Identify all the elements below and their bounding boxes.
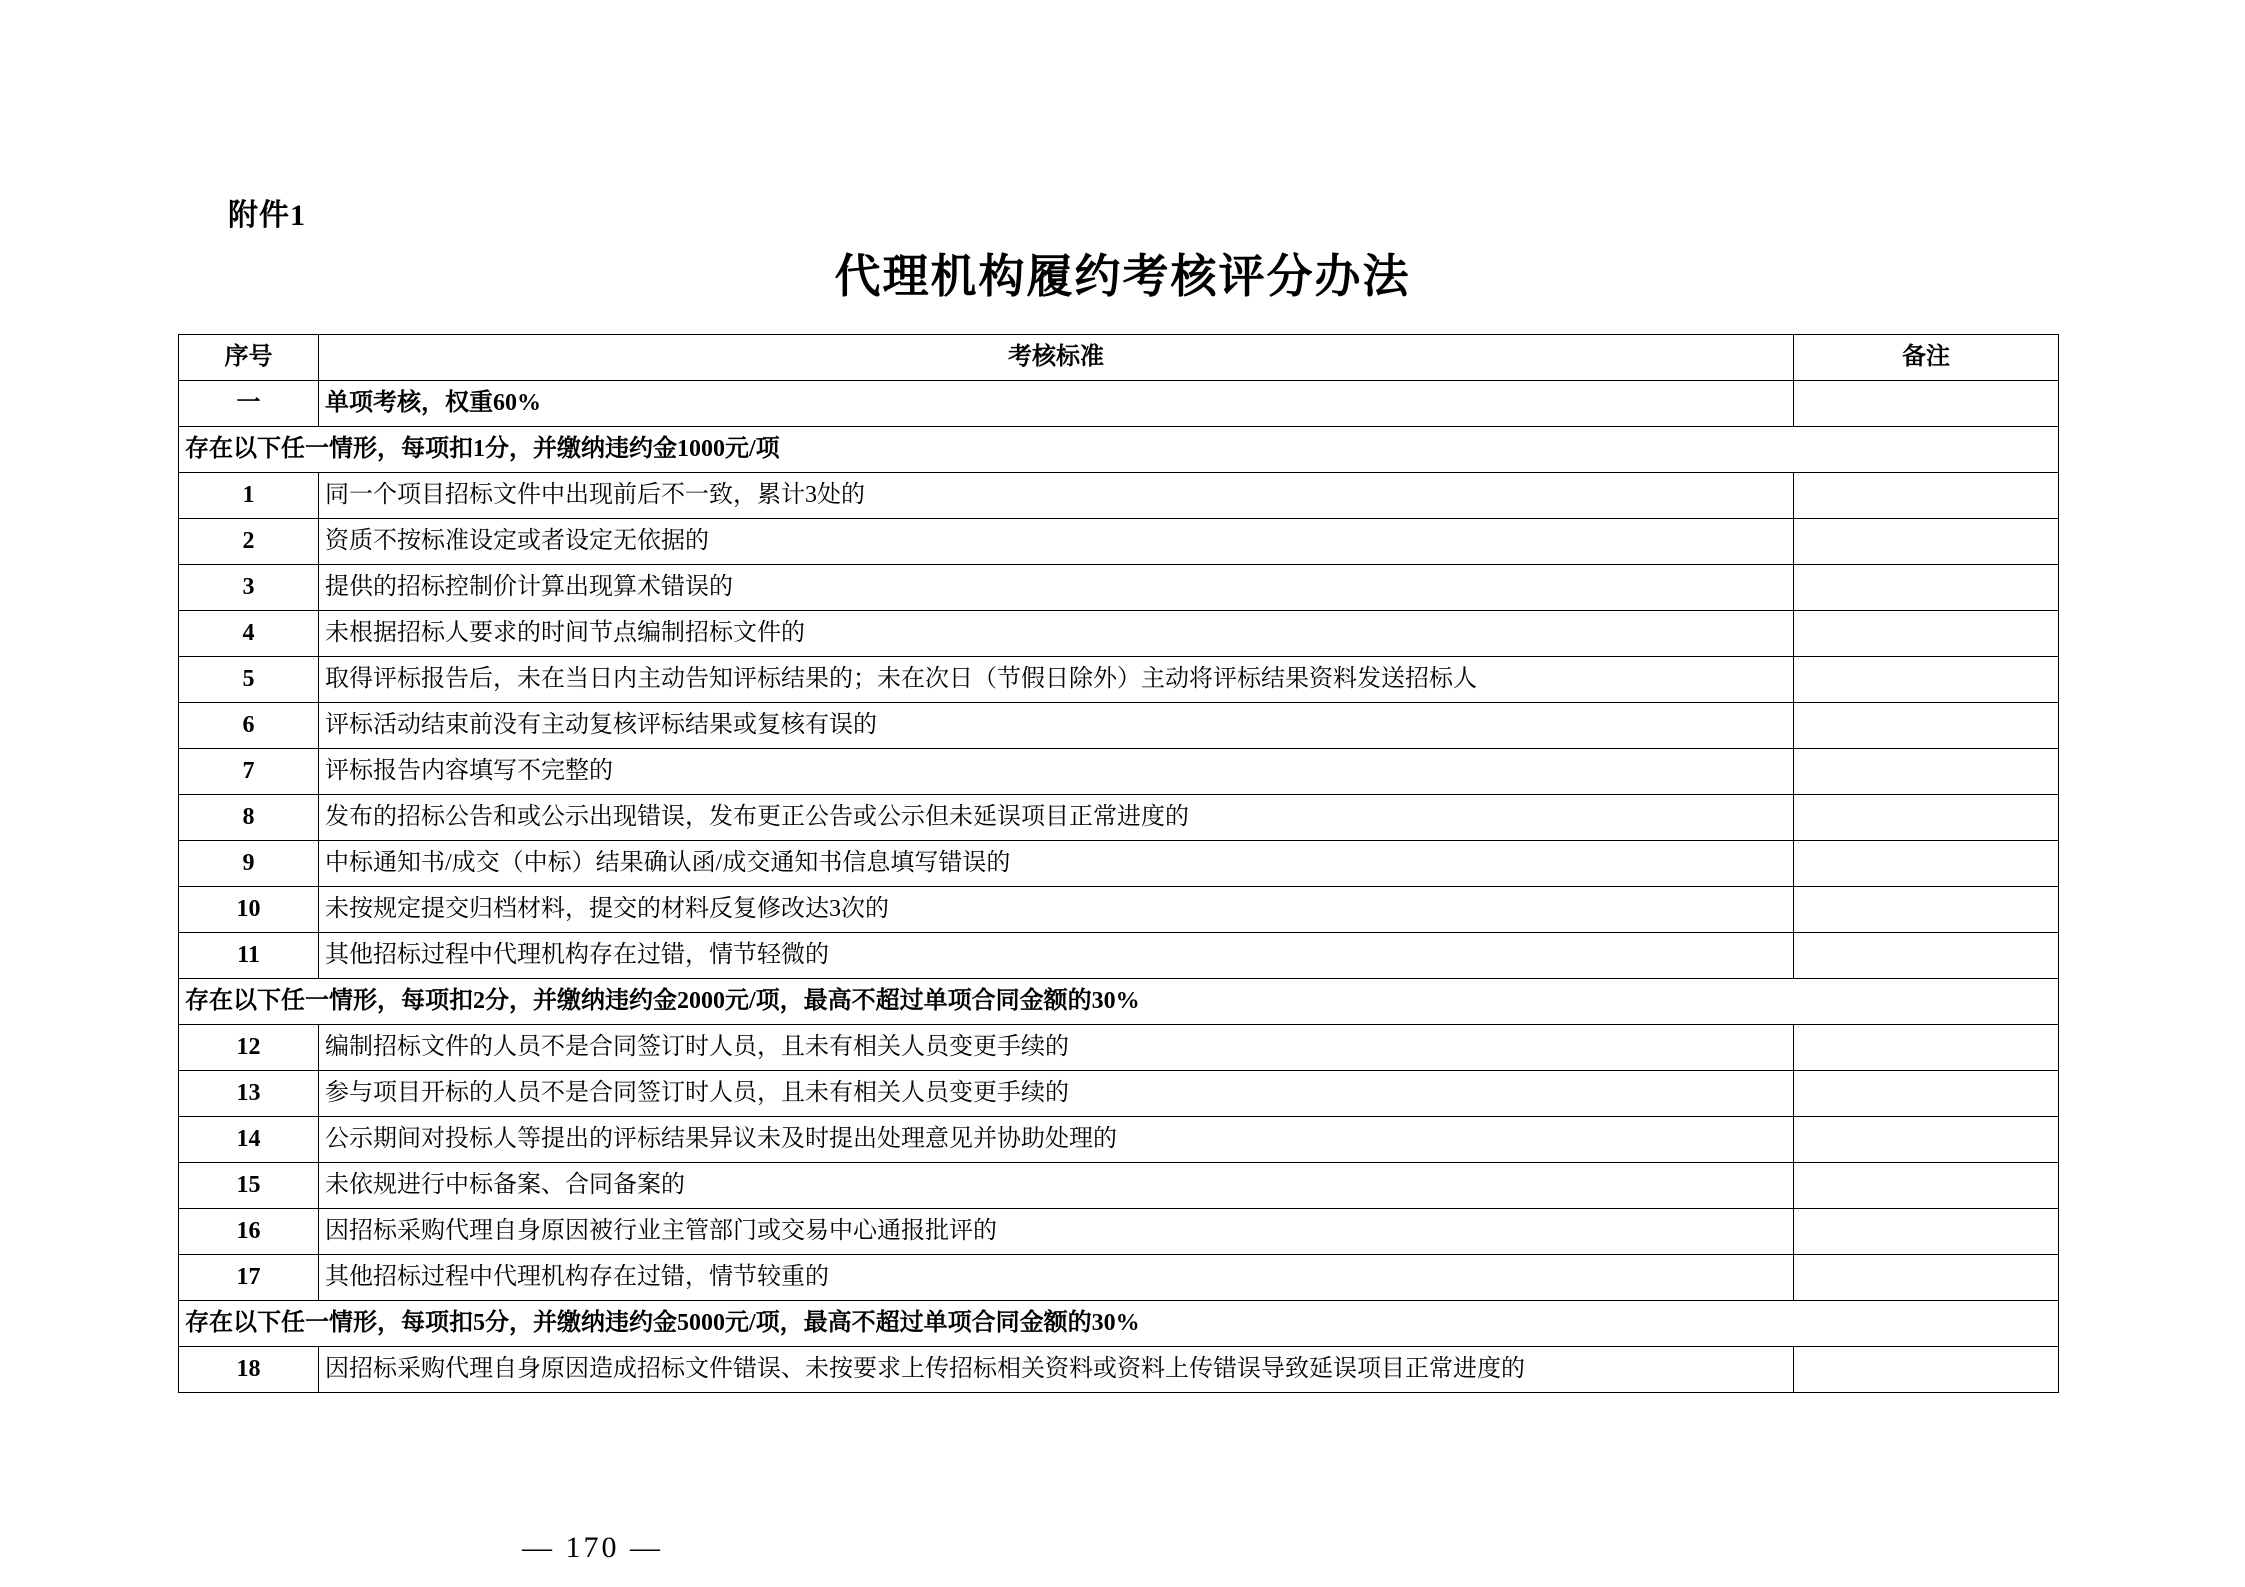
row-standard: 未按规定提交归档材料，提交的材料反复修改达3次的 [319,887,1794,933]
row-remark [1794,473,2059,519]
table-row [179,1025,2059,1071]
table-row [179,749,2059,795]
table-section-row [179,1301,2059,1347]
table-row [179,473,2059,519]
row-remark [1794,519,2059,565]
section-standard: 存在以下任一情形，每项扣1分，并缴纳违约金1000元/项 [179,427,2059,473]
table-row [179,1209,2059,1255]
row-remark [1794,1163,2059,1209]
row-remark [1794,749,2059,795]
row-remark [1794,1071,2059,1117]
table-row [179,565,2059,611]
table-row [179,841,2059,887]
table-row [179,1071,2059,1117]
table-row [179,1117,2059,1163]
row-remark [1794,611,2059,657]
table-row [179,1347,2059,1393]
table-row [179,1163,2059,1209]
row-remark [1794,795,2059,841]
table-section-row [179,979,2059,1025]
row-standard: 参与项目开标的人员不是合同签订时人员，且未有相关人员变更手续的 [319,1071,1794,1117]
row-remark [1794,933,2059,979]
row-remark [1794,841,2059,887]
row-standard: 评标活动结束前没有主动复核评标结果或复核有误的 [319,703,1794,749]
table-row [179,887,2059,933]
row-remark [1794,565,2059,611]
row-standard: 编制招标文件的人员不是合同签订时人员，且未有相关人员变更手续的 [319,1025,1794,1071]
row-seq: 一 [179,381,319,427]
row-standard: 因招标采购代理自身原因被行业主管部门或交易中心通报批评的 [319,1209,1794,1255]
section-standard: 存在以下任一情形，每项扣5分，并缴纳违约金5000元/项，最高不超过单项合同金额的30% [179,1301,2059,1347]
row-remark [1794,1255,2059,1301]
row-seq: 13 [179,1071,319,1117]
section-standard: 存在以下任一情形，每项扣2分，并缴纳违约金2000元/项，最高不超过单项合同金额的30% [179,979,2059,1025]
row-remark [1794,1117,2059,1163]
page-number [0,1531,2245,1565]
row-seq: 2 [179,519,319,565]
table-row [179,933,2059,979]
row-seq: 16 [179,1209,319,1255]
header-remark: 备注 [1794,335,2059,381]
row-standard: 取得评标报告后，未在当日内主动告知评标结果的；未在次日（节假日除外）主动将评标结果资料发送招标人 [319,657,1794,703]
row-standard: 发布的招标公告和或公示出现错误，发布更正公告或公示但未延误项目正常进度的 [319,795,1794,841]
row-standard: 中标通知书/成交（中标）结果确认函/成交通知书信息填写错误的 [319,841,1794,887]
score-table-body [179,335,2059,1393]
row-seq: 18 [179,1347,319,1393]
row-remark [1794,1025,2059,1071]
header-standard: 考核标准 [319,335,1794,381]
row-standard: 未依规进行中标备案、合同备案的 [319,1163,1794,1209]
row-seq: 15 [179,1163,319,1209]
row-seq: 12 [179,1025,319,1071]
row-remark [1794,1347,2059,1393]
row-remark [1794,887,2059,933]
row-standard: 资质不按标准设定或者设定无依据的 [319,519,1794,565]
row-standard: 其他招标过程中代理机构存在过错，情节较重的 [319,1255,1794,1301]
page-number-text: — 170 — [522,1531,663,1564]
row-seq: 1 [179,473,319,519]
table-row [179,795,2059,841]
row-seq: 4 [179,611,319,657]
row-seq: 3 [179,565,319,611]
row-standard: 单项考核，权重60% [319,381,1794,427]
table-row [179,381,2059,427]
table-section-row [179,427,2059,473]
row-seq: 6 [179,703,319,749]
row-remark [1794,381,2059,427]
row-seq: 7 [179,749,319,795]
row-standard: 因招标采购代理自身原因造成招标文件错误、未按要求上传招标相关资料或资料上传错误导致延误项目正常进度的 [319,1347,1794,1393]
table-header-row [179,335,2059,381]
row-standard: 同一个项目招标文件中出现前后不一致，累计3处的 [319,473,1794,519]
row-standard: 评标报告内容填写不完整的 [319,749,1794,795]
table-row [179,611,2059,657]
row-standard: 未根据招标人要求的时间节点编制招标文件的 [319,611,1794,657]
row-seq: 5 [179,657,319,703]
row-seq: 11 [179,933,319,979]
row-standard: 提供的招标控制价计算出现算术错误的 [319,565,1794,611]
table-row [179,519,2059,565]
row-remark [1794,657,2059,703]
row-seq: 9 [179,841,319,887]
row-standard: 其他招标过程中代理机构存在过错，情节轻微的 [319,933,1794,979]
table-row [179,703,2059,749]
score-table [178,334,2059,1393]
row-seq: 10 [179,887,319,933]
table-row [179,657,2059,703]
row-standard: 公示期间对投标人等提出的评标结果异议未及时提出处理意见并协助处理的 [319,1117,1794,1163]
row-remark [1794,1209,2059,1255]
row-seq: 17 [179,1255,319,1301]
table-row [179,1255,2059,1301]
score-table-container [178,334,2058,1393]
row-seq: 14 [179,1117,319,1163]
attachment-label: 附件1 [228,199,306,232]
row-seq: 8 [179,795,319,841]
header-seq: 序号 [179,335,319,381]
page-title: 代理机构履约考核评分办法 [834,251,1411,302]
row-remark [1794,703,2059,749]
